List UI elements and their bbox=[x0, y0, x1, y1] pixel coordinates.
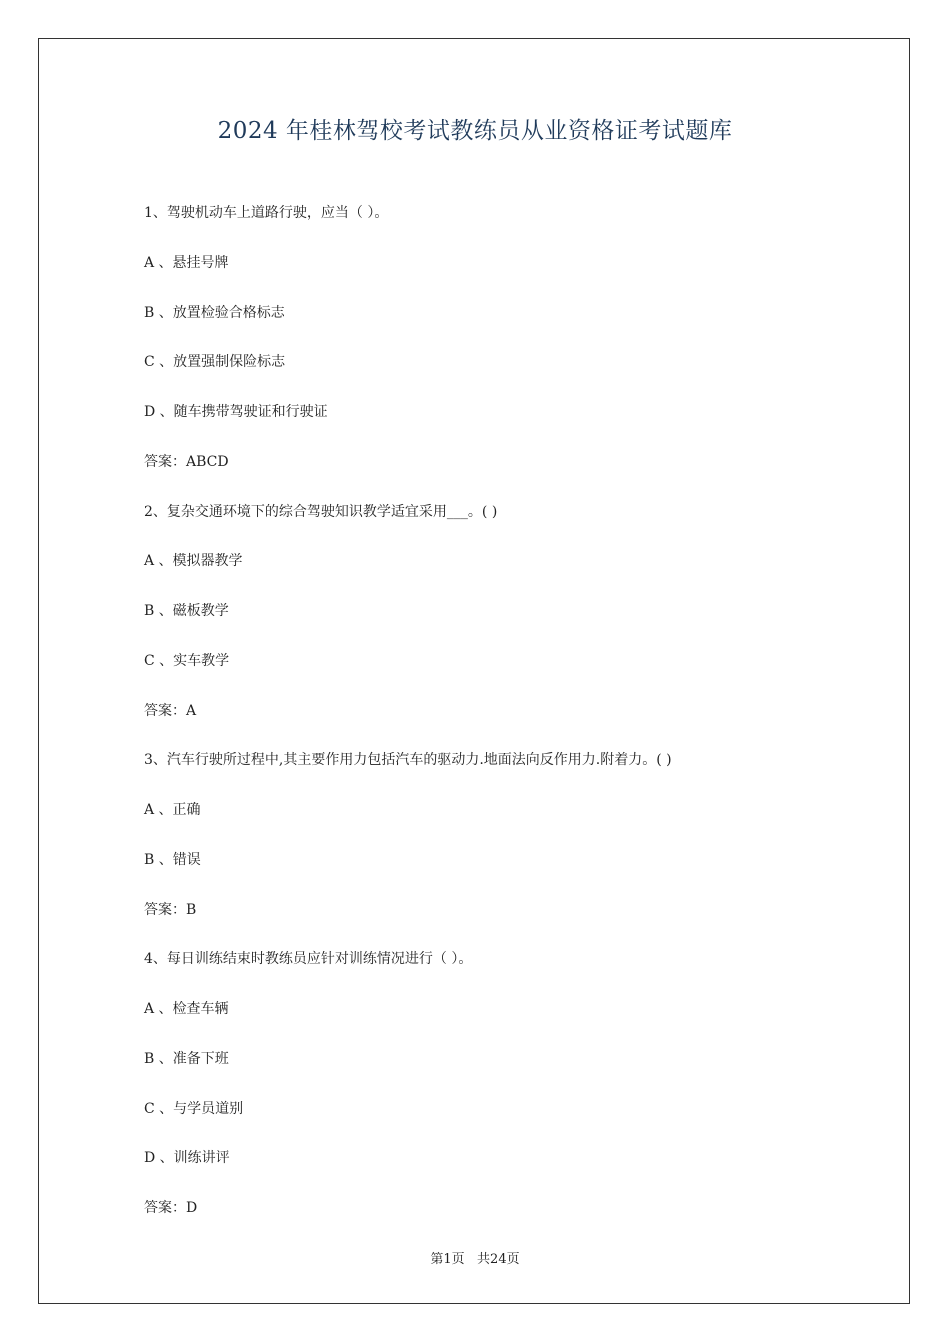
question-3: 3、汽车行驶所过程中,其主要作用力包括汽车的驱动力.地面法向反作用力.附着力。( ) bbox=[144, 752, 672, 768]
q1-answer: 答案：ABCD bbox=[144, 454, 229, 470]
question-2: 2、复杂交通环境下的综合驾驶知识教学适宜采用___。( ) bbox=[144, 504, 498, 520]
q1-option-c: C 、放置强制保险标志 bbox=[144, 354, 286, 370]
q2-option-c: C 、实车教学 bbox=[144, 653, 230, 669]
q4-answer: 答案：D bbox=[144, 1200, 198, 1216]
question-4: 4、每日训练结束时教练员应针对训练情况进行（ ）。 bbox=[144, 951, 473, 967]
q4-option-b: B 、准备下班 bbox=[144, 1051, 229, 1067]
q4-option-d: D 、训练讲评 bbox=[144, 1150, 230, 1166]
q2-option-a: A 、模拟器教学 bbox=[144, 553, 243, 569]
q4-option-c: C 、与学员道别 bbox=[144, 1101, 244, 1117]
q1-option-a: A 、悬挂号牌 bbox=[144, 255, 229, 271]
q1-option-b: B 、放置检验合格标志 bbox=[144, 305, 285, 321]
question-1: 1、驾驶机动车上道路行驶，应当（ ）。 bbox=[144, 205, 389, 221]
q3-option-a: A 、正确 bbox=[144, 802, 201, 818]
q2-answer: 答案：A bbox=[144, 703, 197, 719]
q1-option-d: D 、随车携带驾驶证和行驶证 bbox=[144, 404, 328, 420]
q3-option-b: B 、错误 bbox=[144, 852, 201, 868]
q3-answer: 答案：B bbox=[144, 902, 197, 918]
q4-option-a: A 、检查车辆 bbox=[144, 1001, 229, 1017]
document-title: 2024 年桂林驾校考试教练员从业资格证考试题库 bbox=[217, 118, 733, 144]
page-number-footer: 第1页 共24页 bbox=[430, 1252, 520, 1267]
q2-option-b: B 、磁板教学 bbox=[144, 603, 229, 619]
